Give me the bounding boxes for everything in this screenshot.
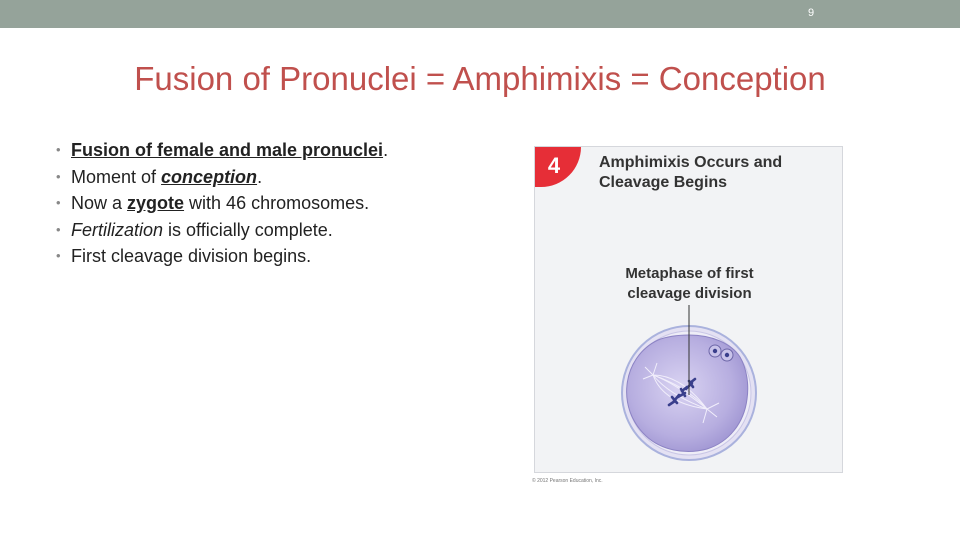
bullet-dot: • bbox=[56, 248, 61, 264]
bullet-item bbox=[56, 137, 388, 164]
copyright-notice: © 2012 Pearson Education, Inc. bbox=[532, 478, 603, 484]
bullet-dot: • bbox=[56, 221, 61, 237]
step-number: 4 bbox=[547, 153, 561, 178]
bullet-prefix: Moment of bbox=[71, 166, 162, 187]
bullet-dot: • bbox=[56, 168, 61, 184]
polar-body-nucleus bbox=[725, 353, 729, 357]
bullet-suffix: . bbox=[383, 140, 389, 160]
bullet-text: Fusion of female and male pronuclei bbox=[71, 140, 384, 160]
bullet-item bbox=[56, 190, 388, 217]
bullet-item bbox=[56, 164, 388, 191]
bullet-suffix: is officially complete. bbox=[163, 219, 333, 240]
zygote-illustration bbox=[535, 147, 844, 474]
bullet-emphasis: zygote bbox=[127, 193, 185, 214]
amphimixis-figure bbox=[534, 146, 843, 473]
bullet-prefix: Now a bbox=[71, 193, 128, 214]
figure-heading-line: Cleavage Begins bbox=[599, 174, 728, 191]
bullet-item bbox=[56, 243, 388, 270]
top-bar bbox=[0, 0, 960, 28]
figure-label-line: cleavage division bbox=[627, 285, 752, 302]
bullet-suffix: . bbox=[257, 166, 263, 187]
bullet-suffix: with 46 chromosomes. bbox=[184, 193, 370, 214]
slide-title: Fusion of Pronuclei = Amphimixis = Conception bbox=[134, 60, 826, 97]
figure-label-line: Metaphase of first bbox=[625, 265, 754, 282]
bullet-item bbox=[56, 217, 388, 244]
slide-number: 9 bbox=[807, 7, 815, 19]
bullet-emphasis: conception bbox=[161, 166, 258, 187]
polar-body-nucleus bbox=[713, 349, 717, 353]
bullet-dot: • bbox=[56, 195, 61, 211]
figure-heading-line: Amphimixis Occurs and bbox=[599, 154, 783, 171]
bullet-dot: • bbox=[56, 142, 61, 157]
bullet-text: First cleavage division begins. bbox=[71, 246, 312, 267]
bullet-list bbox=[56, 137, 388, 270]
bullet-emphasis: Fertilization bbox=[71, 219, 164, 240]
